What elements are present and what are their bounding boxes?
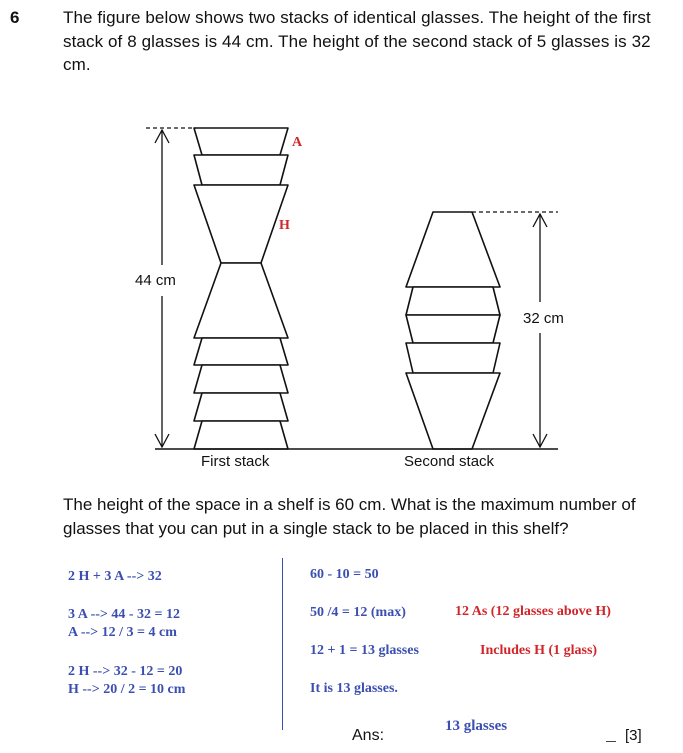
- working-right-line-1: 60 - 10 = 50: [310, 567, 379, 582]
- working-right-line-2: 50 /4 = 12 (max): [310, 605, 406, 620]
- first-height-label: 44 cm: [135, 272, 176, 289]
- first-stack-glass-5: [194, 338, 288, 365]
- second-height-arrow: [533, 214, 547, 447]
- second-stack-glass-5: [406, 373, 500, 449]
- first-stack-glass-2: [194, 155, 288, 185]
- working-note-2: Includes H (1 glass): [480, 643, 598, 658]
- second-stack-glass-4: [406, 343, 500, 373]
- second-height-label: 32 cm: [523, 310, 564, 327]
- first-stack-glass-4: [194, 263, 288, 338]
- first-stack-caption: First stack: [201, 453, 270, 470]
- glass-stacks-figure: [0, 110, 683, 480]
- question-number: 6: [10, 8, 20, 27]
- marks-allocation: [3]: [625, 727, 642, 744]
- first-stack-glass-6: [194, 365, 288, 393]
- answer-label: Ans:: [352, 727, 385, 744]
- working-left-line-2: 3 A --> 44 - 32 = 12: [68, 607, 181, 622]
- first-stack-glass-8: [194, 421, 288, 449]
- working-left-line-5: H --> 20 / 2 = 10 cm: [68, 682, 186, 697]
- second-stack-glass-3: [406, 315, 500, 343]
- first-stack-glass-3: [194, 185, 288, 263]
- second-stack-glass-2: [406, 287, 500, 315]
- label-a: A: [292, 135, 303, 150]
- answer-value: 13 glasses: [445, 718, 508, 734]
- working-left-line-4: 2 H --> 32 - 12 = 20: [68, 664, 183, 679]
- question-text: The height of the space in a shelf is 60 cm. What is the maximum number of glasses that you can put in a single stack to be placed in this shelf?: [63, 495, 636, 538]
- first-stack-glass-1: [194, 128, 288, 155]
- working-left-line-1: 2 H + 3 A --> 32: [68, 569, 162, 584]
- question-intro: The figure below shows two stacks of identical glasses. The height of the first stack of 8 glasses is 44 cm. The height of the second stack of 5 glasses is 32 cm.: [63, 8, 651, 74]
- second-stack-glass-1: [406, 212, 500, 287]
- working-note-1: 12 As (12 glasses above H): [455, 604, 611, 619]
- working-right-line-4: It is 13 glasses.: [310, 681, 398, 696]
- working-right-line-3: 12 + 1 = 13 glasses: [310, 643, 419, 658]
- label-h: H: [279, 218, 290, 233]
- answer-underline: [606, 741, 616, 742]
- working-left-line-3: A --> 12 / 3 = 4 cm: [68, 625, 177, 640]
- working-divider: [282, 558, 283, 730]
- first-stack-glass-7: [194, 393, 288, 421]
- second-stack-caption: Second stack: [404, 453, 495, 470]
